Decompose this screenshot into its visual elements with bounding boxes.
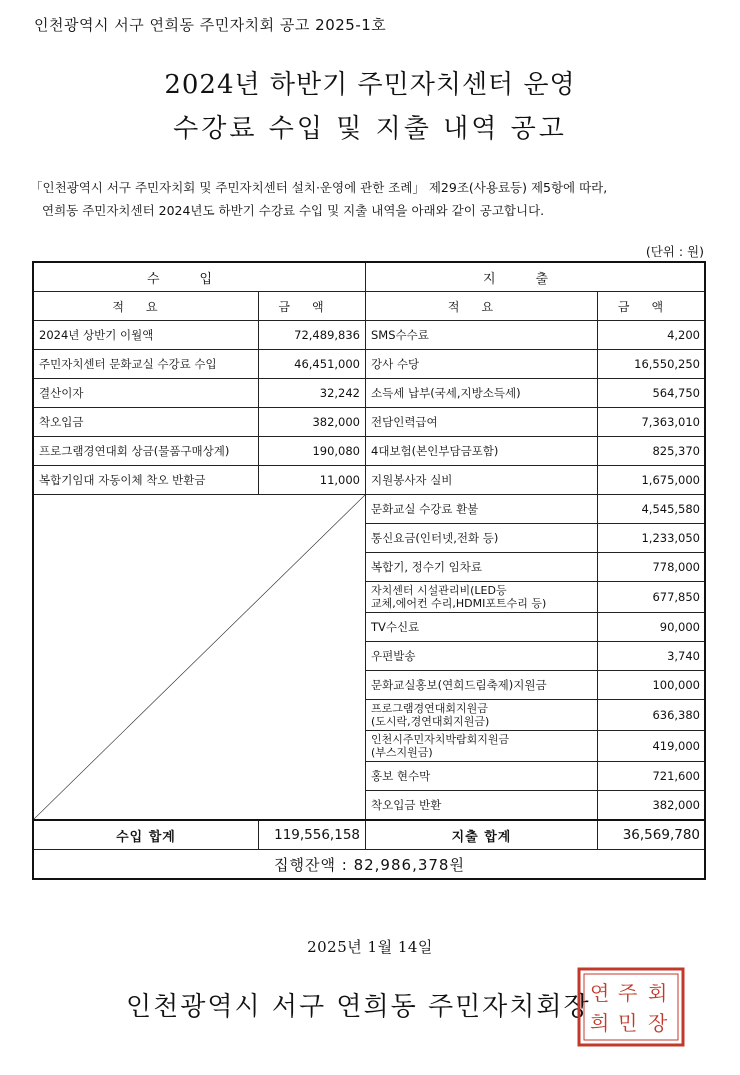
svg-text:희: 희 <box>590 1011 610 1035</box>
table-row <box>34 379 706 408</box>
expense-amount: 778,000 <box>598 553 706 582</box>
expense-amount: 100,000 <box>598 671 706 700</box>
expense-section-header: 지출 <box>366 263 706 292</box>
table-row <box>34 321 706 350</box>
svg-text:주: 주 <box>618 981 638 1005</box>
income-amount: 382,000 <box>259 408 366 437</box>
table-row <box>34 437 706 466</box>
page-title-line2: 수강료 수입 및 지출 내역 공고 <box>173 114 567 144</box>
expense-item: SMS수수료 <box>366 321 598 350</box>
income-amount: 11,000 <box>259 466 366 495</box>
page-title-line1: 2024년 하반기 주민자치센터 운영 <box>164 70 576 100</box>
intro-line2: 연희동 주민자치센터 2024년도 하반기 수강료 수입 및 지출 내역을 아래와 같이 공고합니다. <box>42 203 545 218</box>
expense-item: 지원봉사자 실비 <box>366 466 598 495</box>
income-total-label: 수입 합계 <box>34 820 259 850</box>
expense-item <box>366 582 598 613</box>
expense-item: 착오입금 반환 <box>366 791 598 821</box>
notice-date: 2025년 1월 14일 <box>307 938 433 956</box>
expense-item: TV수신료 <box>366 613 598 642</box>
expense-item-line2: 교체,에어컨 수리,HDMI포트수리 등) <box>371 597 547 610</box>
expense-amount: 721,600 <box>598 762 706 791</box>
expense-item: 4대보험(본인부담금포함) <box>366 437 598 466</box>
intro-paragraph <box>30 176 720 222</box>
table-row <box>34 495 706 524</box>
income-amount: 32,242 <box>259 379 366 408</box>
expense-amount: 7,363,010 <box>598 408 706 437</box>
income-amount-col-header: 금액 <box>259 292 366 321</box>
expense-total-label: 지출 합계 <box>366 820 598 850</box>
table-row <box>34 408 706 437</box>
expense-amount: 3,740 <box>598 642 706 671</box>
svg-text:회: 회 <box>648 981 668 1005</box>
expense-item: 우편발송 <box>366 642 598 671</box>
expense-total-value: 36,569,780 <box>598 820 706 850</box>
unit-label: (단위 : 원) <box>645 244 704 259</box>
expense-amount: 382,000 <box>598 791 706 821</box>
expense-amount: 636,380 <box>598 700 706 731</box>
expense-amount: 4,545,580 <box>598 495 706 524</box>
income-empty-diagonal <box>34 495 366 821</box>
balance-value: 집행잔액 : 82,986,378원 <box>34 850 706 879</box>
income-item-col-header: 적요 <box>34 292 259 321</box>
expense-item: 강사 수당 <box>366 350 598 379</box>
official-seal <box>576 966 686 1048</box>
expense-item: 통신요금(인터넷,전화 등) <box>366 524 598 553</box>
income-item: 주민자치센터 문화교실 수강료 수입 <box>34 350 259 379</box>
expense-amount: 677,850 <box>598 582 706 613</box>
table-row <box>34 466 706 495</box>
expense-item-line1: 인천시주민자치박람회지원금 <box>371 733 510 746</box>
notice-number: 인천광역시 서구 연희동 주민자치회 공고 2025-1호 <box>34 16 387 34</box>
expense-item <box>366 700 598 731</box>
expense-amount: 1,675,000 <box>598 466 706 495</box>
expense-item: 문화교실홍보(연희드림축제)지원금 <box>366 671 598 700</box>
income-amount: 46,451,000 <box>259 350 366 379</box>
svg-text:연: 연 <box>590 981 610 1005</box>
income-item: 복합기임대 자동이체 착오 반환금 <box>34 466 259 495</box>
expense-item-line1: 자치센터 시설관리비(LED등 <box>371 584 507 597</box>
income-item: 2024년 상반기 이월액 <box>34 321 259 350</box>
expense-item: 복합기, 정수기 임차료 <box>366 553 598 582</box>
expense-amount: 4,200 <box>598 321 706 350</box>
expense-item-col-header: 적요 <box>366 292 598 321</box>
expense-amount: 825,370 <box>598 437 706 466</box>
expense-item-line1: 프로그램경연대회지원금 <box>371 702 488 715</box>
expense-amount: 564,750 <box>598 379 706 408</box>
signer-name: 인천광역시 서구 연희동 주민자치회장 <box>126 992 591 1022</box>
expense-item: 소득세 납부(국세,지방소득세) <box>366 379 598 408</box>
svg-text:장: 장 <box>648 1011 668 1035</box>
balance-row <box>34 850 706 879</box>
totals-row <box>34 820 706 850</box>
table-row <box>34 350 706 379</box>
ledger-table <box>33 262 706 879</box>
expense-item <box>366 731 598 762</box>
intro-line1: 「인천광역시 서구 주민자치회 및 주민자치센터 설치·운영에 관한 조례」 제29조(사용료등) 제5항에 따라, <box>30 180 608 195</box>
expense-amount: 90,000 <box>598 613 706 642</box>
income-amount: 190,080 <box>259 437 366 466</box>
expense-item-line2: (부스지원금) <box>371 746 433 759</box>
expense-amount-col-header: 금액 <box>598 292 706 321</box>
expense-amount: 16,550,250 <box>598 350 706 379</box>
income-item: 결산이자 <box>34 379 259 408</box>
income-total-value: 119,556,158 <box>259 820 366 850</box>
income-section-header: 수입 <box>34 263 366 292</box>
income-item: 프로그램경연대회 상금(물품구매상계) <box>34 437 259 466</box>
expense-item: 전담인력급여 <box>366 408 598 437</box>
expense-item: 문화교실 수강료 환불 <box>366 495 598 524</box>
income-amount: 72,489,836 <box>259 321 366 350</box>
expense-item: 홍보 현수막 <box>366 762 598 791</box>
svg-text:민: 민 <box>618 1011 638 1035</box>
income-item: 착오입금 <box>34 408 259 437</box>
expense-amount: 1,233,050 <box>598 524 706 553</box>
expense-amount: 419,000 <box>598 731 706 762</box>
expense-item-line2: (도시락,경연대회지원금) <box>371 715 490 728</box>
